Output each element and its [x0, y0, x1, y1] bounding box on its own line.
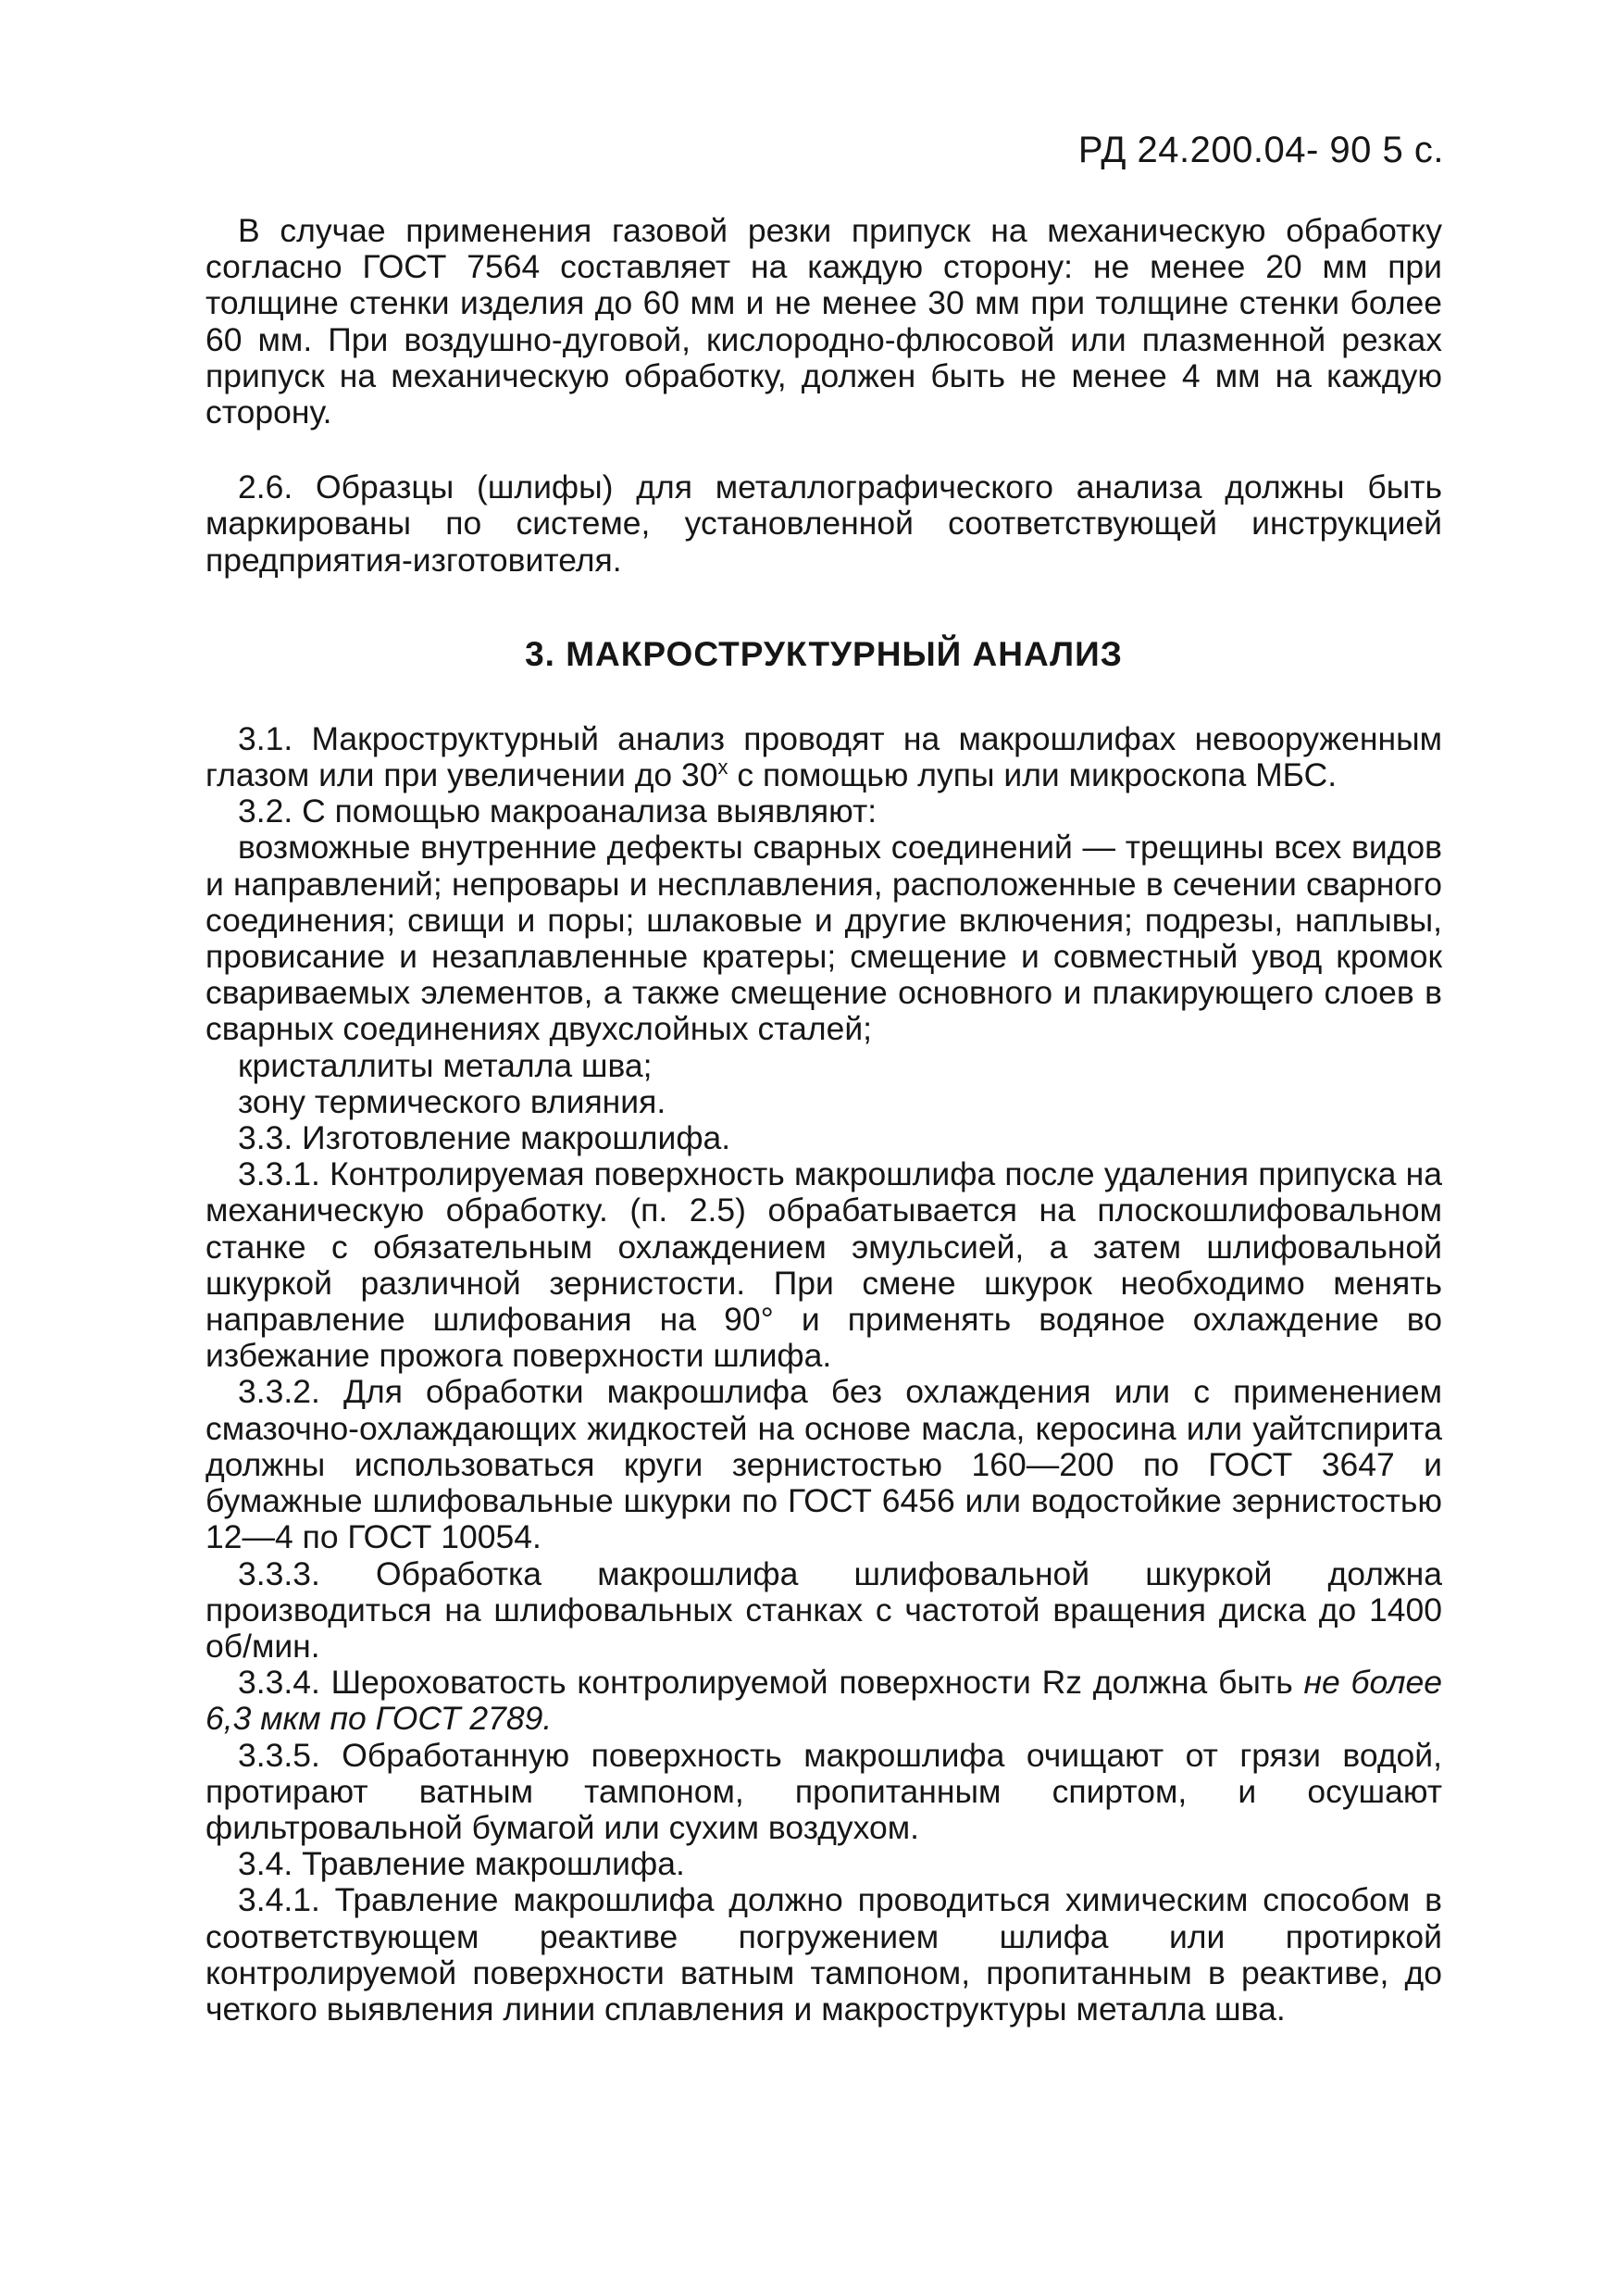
- paragraph-3-3-3: 3.3.3. Обработка макрошлифа шлифовальной шкуркой должна производиться на шлифовальных станках с частотой вращения диска до 1400 об/мин.: [205, 1554, 1442, 1665]
- paragraph-3-4-1: 3.4.1. Травление макрошлифа должно проводиться химическим способом в соответствующем реактиве погружением шлифа или протиркой контролируемой поверхности ватным тампоном, пропитанным в реактиве, до четкого выявления линии сплавления и макроструктуры металла шва.: [205, 1881, 1442, 2028]
- paragraph-3-1: [205, 721, 1442, 793]
- paragraph-3-4: 3.4. Травление макрошлифа.: [238, 1845, 685, 1883]
- paragraph-3-1-text-end: с помощью лупы или микроскопа МБС.: [728, 756, 1338, 794]
- spacer: [205, 430, 1442, 469]
- paragraph-3-2: 3.2. С помощью макроанализа выявляют:: [238, 792, 877, 830]
- paragraph-3-3-1: 3.3.1. Контролируемая поверхность макрошлифа после удаления припуска на механическую обработку. (п. 2.5) обрабатывается на плоскошлифовальном станке с обязательным охлаждением эмульсией, а затем шлифовальной шкуркой различной зернистости. При смене шкурок необходимо менять направление шлифования на 90° и применять водяное охлаждение во избежание прожога поверхности шлифа.: [205, 1155, 1442, 1375]
- list-item-crystallites: кристаллиты металла шва;: [238, 1046, 653, 1084]
- paragraph-3-3-4: [205, 1665, 1442, 1737]
- paragraph-3-1-text: 3.1. Макроструктурный анализ проводят на макрошлифах невооруженным глазом или при увеличении до 30: [205, 719, 1442, 794]
- list-item-defects: возможные внутренние дефекты сварных соединений — трещины всех видов и направлений; непровары и несплавления, расположенные в сечении сварного соединения; свищи и поры; шлаковые и другие включения; подрезы, наплывы, провисание и незаплавленные кратеры; смещение и совместный увод кромок свариваемых элементов, а также смещение основного и плакирующего слоев в сварных соединениях двухслойных сталей;: [205, 829, 1442, 1048]
- magnification-superscript: x: [717, 755, 728, 780]
- document-body: [205, 213, 1442, 2028]
- section-title: 3. МАКРОСТРУКТУРНЫЙ АНАЛИЗ: [525, 634, 1123, 673]
- paragraph-2-6: 2.6. Образцы (шлифы) для металлографического анализа должны быть маркированы по системе, установленной соответствующей инструкцией предприятия-изготовителя.: [205, 468, 1442, 579]
- paragraph-3-3-5: 3.3.5. Обработанную поверхность макрошлифа очищают от грязи водой, протирают ватным тампоном, пропитанным спиртом, и осушают фильтровальной бумагой или сухим воздухом.: [205, 1736, 1442, 1846]
- paragraph-3-3: 3.3. Изготовление макрошлифа.: [238, 1119, 731, 1157]
- list-item-heat-zone: зону термического влияния.: [238, 1082, 666, 1120]
- page-header-code: РД 24.200.04- 90 5 с.: [1077, 130, 1444, 170]
- paragraph-3-3-4-text: 3.3.4. Шероховатость контролируемой поверхности Rz должна быть: [238, 1664, 1304, 1702]
- spacer: [205, 673, 1442, 721]
- spacer: [205, 579, 1442, 636]
- paragraph-3-3-4-text-end: не более 6,3 мкм по ГОСТ 2789.: [205, 1664, 1442, 1738]
- paragraph-3-3-2: 3.3.2. Для обработки макрошлифа без охлаждения или с применением смазочно-охлаждающих жидкостей на основе масла, керосина или уайтспирита должны использоваться круги зернистостью 160—200 по ГОСТ 3647 и бумажные шлифовальные шкурки по ГОСТ 6456 или водостойкие зернистостью 12—4 по ГОСТ 10054.: [205, 1373, 1442, 1556]
- paragraph-gas-cutting-allowance: В случае применения газовой резки припуск на механическую обработку согласно ГОСТ 7564 составляет на каждую сторону: не менее 20 мм при толщине стенки изделия до 60 мм и не менее 30 мм при толщине стенки более 60 мм. При воздушно-дуговой, кислородно-флюсовой или плазменной резках припуск на механическую обработку, должен быть не менее 4 мм на каждую сторону.: [205, 212, 1442, 431]
